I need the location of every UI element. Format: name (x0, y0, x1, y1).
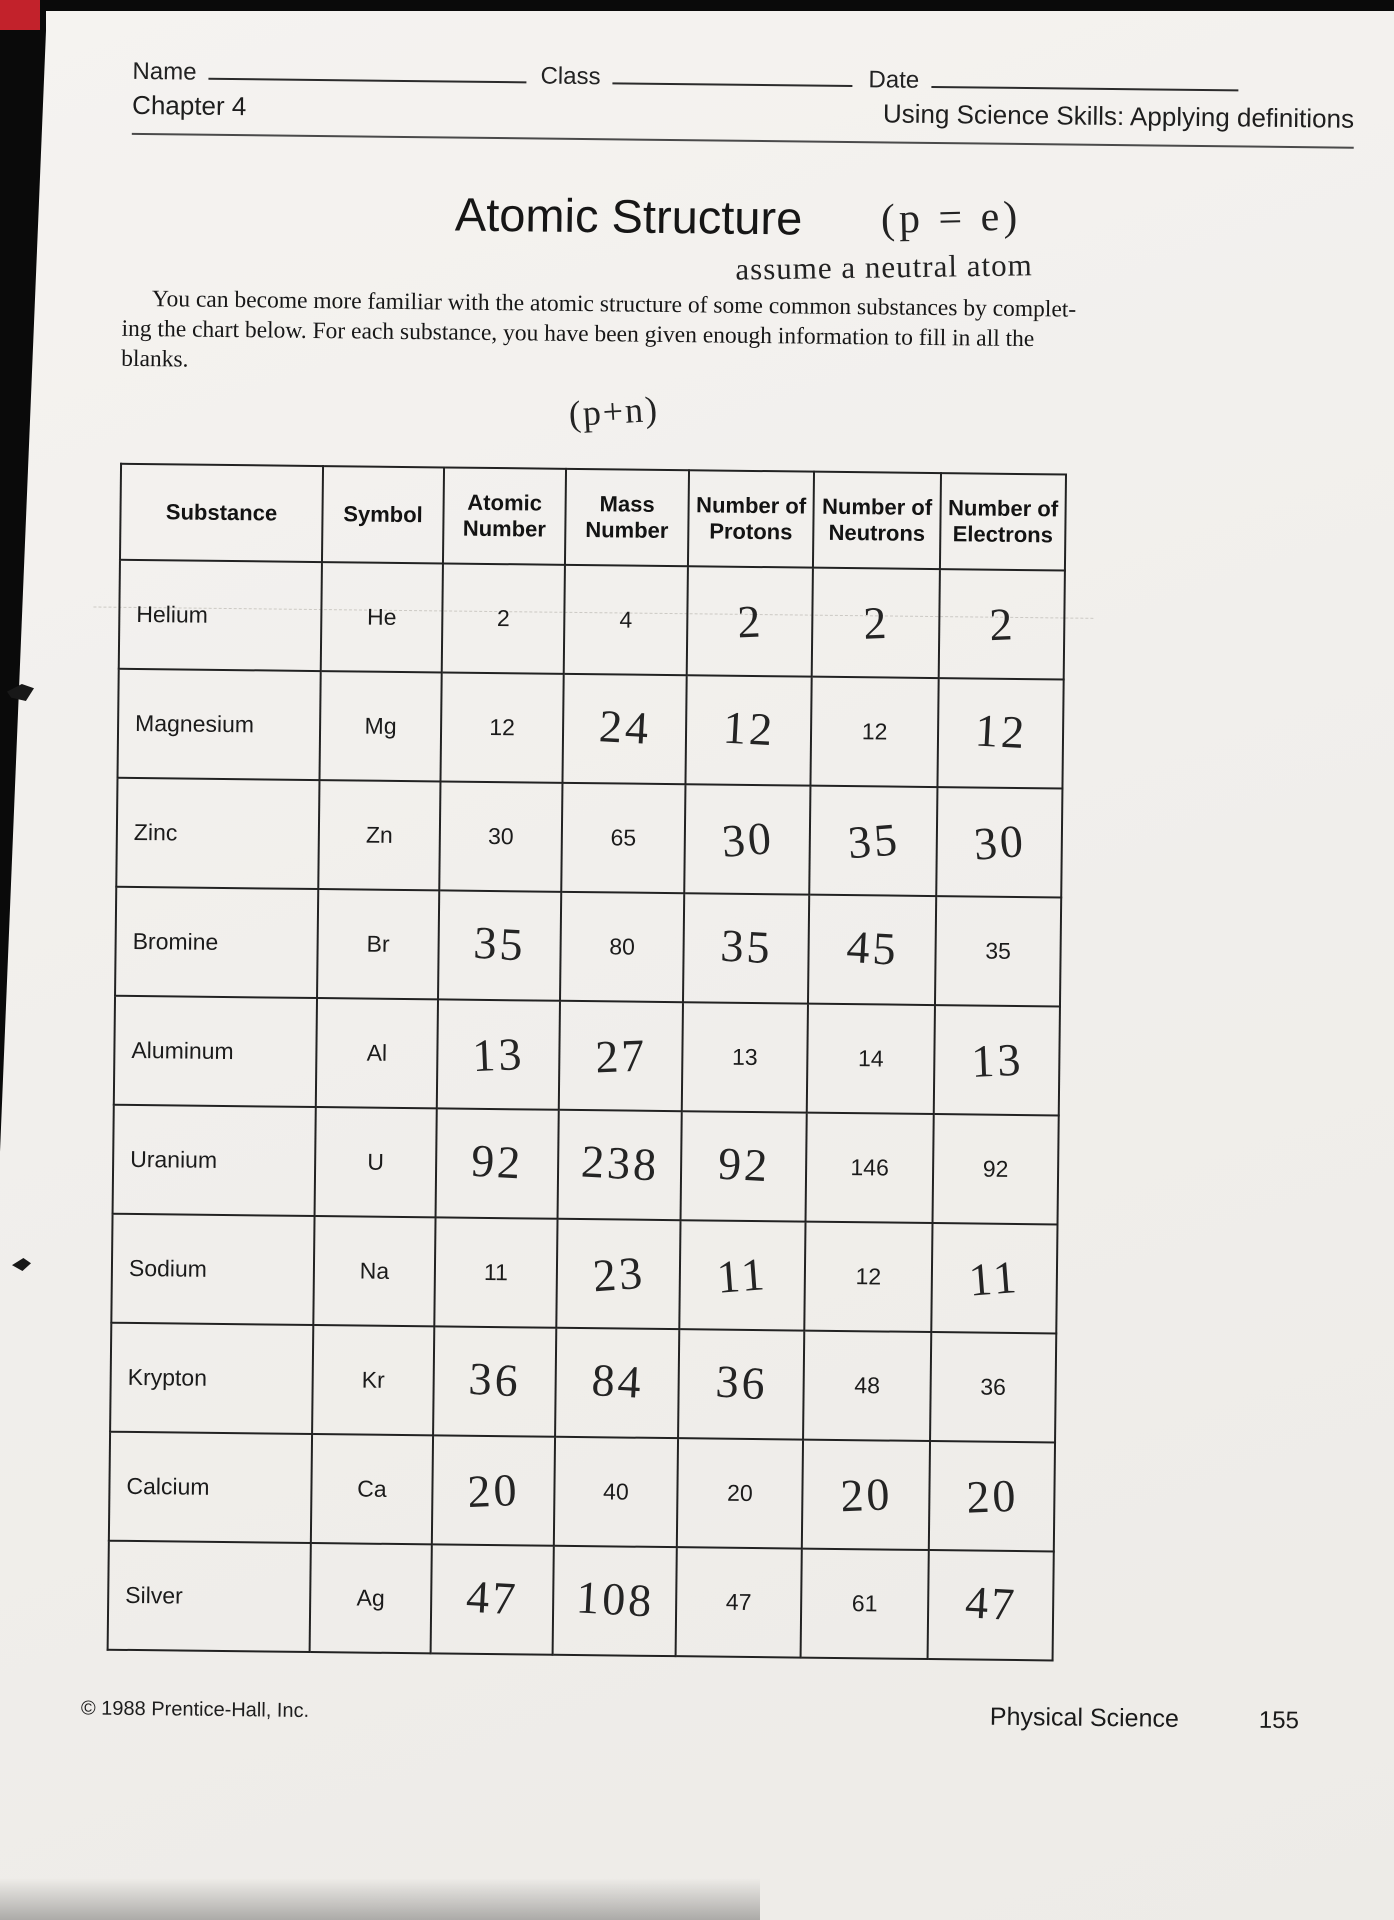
electrons-value: 20 (964, 1469, 1019, 1523)
electrons-value: 35 (985, 937, 1012, 964)
neutrons-cell (808, 895, 936, 1005)
table-row (111, 1214, 1057, 1334)
electrons-cell (928, 1550, 1054, 1660)
mass-number-value: 23 (590, 1246, 647, 1302)
protons-value: 36 (713, 1355, 769, 1410)
atomic-number-cell (436, 1108, 559, 1218)
symbol-cell (317, 889, 439, 999)
col-header-neutrons: Number of Neutrons (813, 472, 941, 569)
intro-paragraph (121, 284, 1087, 385)
table-row (110, 1323, 1056, 1443)
atomic-number-cell (440, 672, 563, 782)
mass-number-cell (555, 1328, 679, 1438)
substance-cell (110, 1323, 313, 1434)
protons-cell (684, 784, 810, 894)
handwritten-assume-neutral-atom-note: assume a neutral atom (735, 247, 1033, 287)
substance-cell (118, 669, 321, 780)
mass-number-value: 40 (602, 1478, 629, 1505)
handwritten-p-plus-n-note: (p+n) (567, 388, 661, 434)
electrons-cell (930, 1332, 1056, 1442)
table-row (115, 887, 1061, 1007)
col-header-symbol: Symbol (322, 466, 444, 563)
element-symbol: Na (359, 1257, 390, 1284)
electrons-value: 30 (971, 814, 1028, 870)
mass-number-cell (560, 892, 684, 1002)
substance-cell (111, 1214, 314, 1325)
copyright-text: © 1988 Prentice-Hall, Inc. (80, 1697, 310, 1722)
handwritten-p-equals-e-note: (p = e) (880, 193, 1022, 243)
skills-heading: Using Science Skills: Applying definitions (882, 98, 1355, 134)
atomic-number-value: 47 (464, 1570, 520, 1625)
name-blank-line (208, 66, 526, 84)
substance-name: Krypton (127, 1363, 208, 1391)
protons-cell (681, 1111, 807, 1221)
substance-name: Sodium (128, 1254, 208, 1282)
electrons-value: 13 (969, 1033, 1024, 1087)
table-row (109, 1432, 1055, 1552)
protons-cell (676, 1547, 802, 1657)
substance-cell (119, 560, 322, 671)
electrons-value: 11 (967, 1250, 1022, 1306)
mass-number-cell (561, 783, 685, 893)
atomic-number-value: 20 (466, 1464, 521, 1518)
atomic-number-cell (437, 999, 560, 1109)
element-symbol: U (367, 1148, 385, 1175)
neutrons-value: 20 (838, 1468, 893, 1522)
mass-number-cell (554, 1437, 678, 1547)
worksheet-footer (81, 1692, 1299, 1735)
intro-line: ing the chart below. For each substance, you have been given enough information to fill in all the (121, 315, 1035, 353)
mass-number-value: 108 (574, 1571, 656, 1627)
book-title: Physical Science (989, 1702, 1180, 1733)
electrons-value: 12 (973, 704, 1029, 759)
electrons-cell (933, 1114, 1059, 1224)
atomic-number-cell (439, 781, 562, 891)
class-blank-line (612, 70, 852, 87)
mass-number-value: 238 (579, 1135, 661, 1191)
substance-cell (109, 1432, 312, 1543)
page-title: Atomic Structure (454, 187, 803, 245)
symbol-cell (316, 998, 438, 1108)
substance-name: Uranium (130, 1145, 218, 1173)
electrons-value: 36 (980, 1373, 1007, 1400)
electrons-cell (937, 678, 1063, 788)
mass-number-cell (562, 674, 686, 784)
date-blank-line (931, 74, 1238, 91)
atomic-number-cell (432, 1435, 555, 1545)
substance-name: Calcium (126, 1472, 210, 1500)
mass-number-cell (559, 1001, 683, 1111)
mass-number-value: 4 (619, 606, 633, 633)
substance-cell (116, 778, 319, 889)
protons-value: 30 (719, 812, 776, 867)
electrons-cell (936, 787, 1062, 897)
protons-value: 92 (716, 1137, 772, 1192)
date-label: Date (868, 66, 920, 94)
element-symbol: He (367, 603, 397, 630)
intro-line: You can become more familiar with the atomic structure of some common substances by complet- (151, 286, 1077, 323)
atomic-number-value: 92 (469, 1134, 525, 1189)
scan-edge-top (0, 0, 1394, 11)
substance-name: Aluminum (131, 1036, 234, 1065)
atomic-number-cell (438, 890, 561, 1000)
symbol-cell (321, 562, 443, 672)
element-symbol: Ag (356, 1584, 385, 1611)
mass-number-value: 65 (610, 824, 637, 851)
table-header-row (120, 464, 1066, 571)
substance-name: Bromine (132, 927, 219, 955)
element-symbol: Br (366, 930, 390, 957)
table-row (119, 560, 1065, 680)
atomic-number-value: 36 (467, 1352, 523, 1407)
atomic-number-value: 30 (487, 822, 514, 850)
atomic-number-value: 11 (483, 1258, 509, 1286)
neutrons-cell (810, 677, 938, 787)
protons-value: 35 (718, 919, 774, 974)
element-symbol: Zn (365, 821, 393, 848)
col-header-atomic-number: Atomic Number (443, 467, 566, 564)
atomic-number-value: 12 (489, 713, 516, 741)
atomic-number-value: 13 (471, 1028, 526, 1082)
protons-cell (685, 675, 811, 785)
neutrons-cell (801, 1549, 929, 1659)
atomic-number-cell (442, 563, 565, 673)
atomic-number-cell (433, 1326, 556, 1436)
mass-number-value: 84 (589, 1354, 645, 1408)
atomic-number-value: 35 (472, 916, 528, 971)
neutrons-cell (806, 1113, 934, 1223)
protons-value: 47 (725, 1588, 752, 1616)
element-symbol: Kr (361, 1366, 385, 1393)
electrons-cell (931, 1223, 1057, 1333)
col-header-protons: Number of Protons (688, 470, 814, 567)
neutrons-value: 146 (850, 1154, 889, 1181)
element-symbol: Al (366, 1039, 388, 1066)
electrons-cell (929, 1441, 1055, 1551)
substance-cell (113, 1105, 316, 1216)
electrons-cell (939, 569, 1065, 679)
symbol-cell (319, 671, 441, 781)
col-header-substance: Substance (120, 464, 323, 562)
mass-number-cell (558, 1110, 682, 1220)
symbol-cell (310, 1543, 432, 1653)
page-number: 155 (1258, 1706, 1300, 1735)
electrons-cell (934, 1005, 1060, 1115)
mass-number-value: 80 (609, 933, 636, 960)
neutrons-value: 2 (861, 596, 890, 649)
neutrons-value: 12 (855, 1263, 882, 1290)
mass-number-value: 27 (593, 1029, 648, 1083)
protons-cell (682, 1002, 808, 1112)
symbol-cell (315, 1107, 437, 1217)
neutrons-cell (807, 1004, 935, 1114)
table-row (113, 1105, 1059, 1225)
protons-value: 13 (731, 1043, 758, 1071)
mass-number-cell (553, 1546, 677, 1656)
substance-name: Helium (136, 600, 209, 628)
protons-value: 2 (735, 595, 764, 648)
protons-value: 20 (726, 1479, 753, 1507)
element-symbol: Ca (357, 1475, 387, 1502)
class-label: Class (540, 62, 601, 91)
chapter-label: Chapter 4 (131, 89, 247, 122)
mass-number-value: 24 (597, 700, 653, 754)
neutrons-value: 35 (845, 813, 902, 869)
table-row (116, 778, 1062, 898)
name-label: Name (132, 57, 197, 86)
neutrons-cell (809, 786, 937, 896)
neutrons-value: 48 (854, 1372, 881, 1399)
electrons-cell (935, 896, 1061, 1006)
neutrons-cell (802, 1440, 930, 1550)
neutrons-cell (804, 1222, 932, 1332)
col-header-electrons: Number of Electrons (940, 473, 1066, 570)
scan-corner-red-mark (0, 0, 40, 30)
substance-cell (108, 1541, 311, 1652)
neutrons-value: 12 (861, 718, 888, 745)
electrons-value: 92 (982, 1155, 1009, 1182)
atomic-number-value: 2 (496, 605, 510, 632)
scan-bottom-shadow (0, 1878, 760, 1920)
worksheet-header (132, 58, 1355, 149)
atomic-number-cell (431, 1544, 554, 1654)
electrons-value: 2 (987, 598, 1016, 651)
symbol-cell (313, 1216, 435, 1326)
col-header-mass-number: Mass Number (565, 469, 689, 566)
atomic-number-cell (434, 1217, 557, 1327)
protons-value: 12 (721, 701, 777, 756)
atomic-structure-table-block (107, 388, 1065, 1662)
mass-number-cell (556, 1219, 680, 1329)
atomic-structure-table (107, 463, 1067, 1662)
protons-cell (687, 566, 813, 676)
protons-value: 11 (715, 1248, 770, 1303)
table-row (108, 1541, 1054, 1661)
neutrons-value: 14 (857, 1045, 884, 1072)
neutrons-cell (803, 1331, 931, 1441)
protons-cell (678, 1329, 804, 1439)
substance-cell (115, 887, 318, 998)
electrons-value: 47 (963, 1576, 1019, 1631)
neutrons-value: 45 (844, 920, 900, 975)
substance-cell (114, 996, 317, 1107)
symbol-cell (318, 780, 440, 890)
substance-name: Zinc (133, 818, 178, 846)
neutrons-value: 61 (851, 1590, 878, 1617)
intro-line: blanks. (121, 345, 189, 373)
table-row (118, 669, 1064, 789)
footer-right-group (990, 1703, 1299, 1736)
element-symbol: Mg (364, 712, 397, 739)
symbol-cell (311, 1434, 433, 1544)
protons-cell (683, 893, 809, 1003)
substance-name: Silver (125, 1581, 183, 1609)
table-row (114, 996, 1060, 1116)
substance-name: Magnesium (134, 709, 255, 738)
mass-number-cell (564, 565, 688, 675)
symbol-cell (312, 1325, 434, 1435)
protons-cell (679, 1220, 805, 1330)
neutrons-cell (812, 568, 940, 678)
protons-cell (677, 1438, 803, 1548)
